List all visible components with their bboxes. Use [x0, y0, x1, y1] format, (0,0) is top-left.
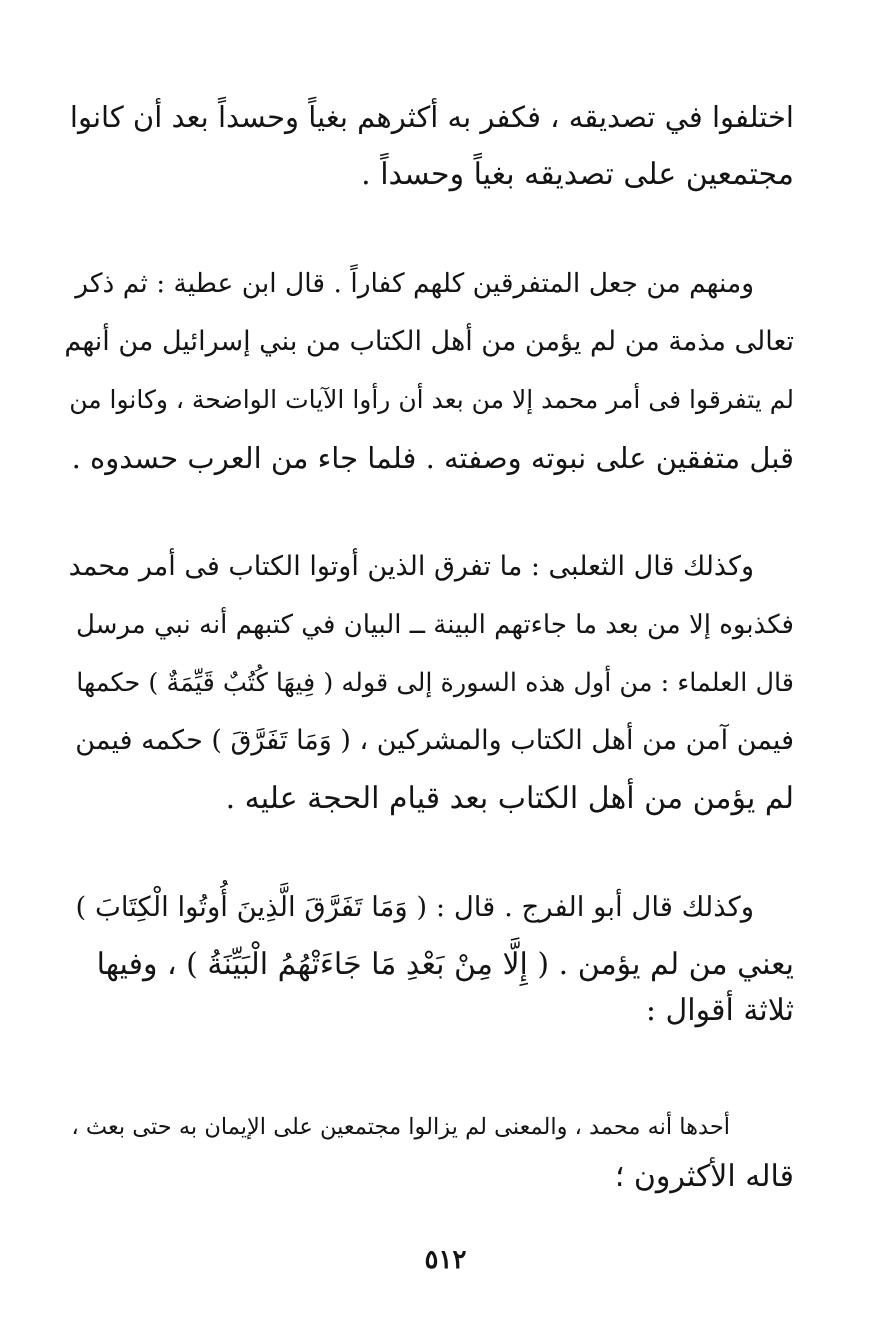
text-line: يعني من لم يؤمن . ( إِلَّا مِنْ بَعْدِ مَا جَاءَتْهُمُ الْبَيِّنَةُ ) ، وفيها [96, 947, 794, 982]
text-line: أحدها أنه محمد ، والمعنى لم يزالوا مجتمعين على الإيمان به حتى بعث ، [71, 1114, 730, 1140]
text-line: لم يؤمن من أهل الكتاب بعد قيام الحجة عليه . [225, 781, 794, 816]
text-line: مجتمعين على تصديقه بغياً وحسداً . [361, 157, 794, 192]
text-line: اختلفوا في تصديقه ، فكفر به أكثرهم بغياً وحسداً بعد أن كانوا [69, 100, 794, 134]
paragraph-5 [64, 1098, 794, 1206]
paragraph-4 [64, 878, 794, 1040]
paragraph-1 [64, 88, 794, 204]
text-line: وكذلك قال أبو الفرج . قال : ( وَمَا تَفَرَّقَ الَّذِينَ أُوتُوا الْكِتَابَ ) [75, 891, 754, 923]
text-line: ثلاثة أقوال : [645, 993, 794, 1028]
page-number: ٥١٢ [424, 1245, 467, 1275]
text-line: قاله الأكثرون ؛ [614, 1159, 794, 1194]
text-line: ومنهم من جعل المتفرقين كلهم كفاراً . قال ابن عطية : ثم ذكر [75, 268, 754, 299]
text-line: فيمن آمن من أهل الكتاب والمشركين ، ( وَمَا تَفَرَّقَ ) حكمه فيمن [75, 725, 794, 756]
paragraph-3 [64, 538, 794, 828]
text-line: فكذبوه إلا من بعد ما جاءتهم البينة ــ البيان في كتبهم أنه نبي مرسل [75, 610, 794, 640]
paragraph-2 [64, 255, 794, 487]
text-line: لم يتفرقوا فى أمر محمد إلا من بعد أن رأوا الآيات الواضحة ، وكانوا من [69, 385, 794, 414]
text-line: وكذلك قال الثعلبى : ما تفرق الذين أوتوا الكتاب فى أمر محمد [68, 551, 754, 582]
text-line: قبل متفقين على نبوته وصفته . فلما جاء من العرب حسدوه . [71, 441, 794, 475]
text-line: تعالى مذمة من لم يؤمن من أهل الكتاب من بني إسرائيل من أنهم [64, 326, 794, 357]
text-line: قال العلماء : من أول هذه السورة إلى قوله ( فِيهَا كُتُبٌ قَيِّمَةٌ ) حكمها [76, 668, 794, 698]
